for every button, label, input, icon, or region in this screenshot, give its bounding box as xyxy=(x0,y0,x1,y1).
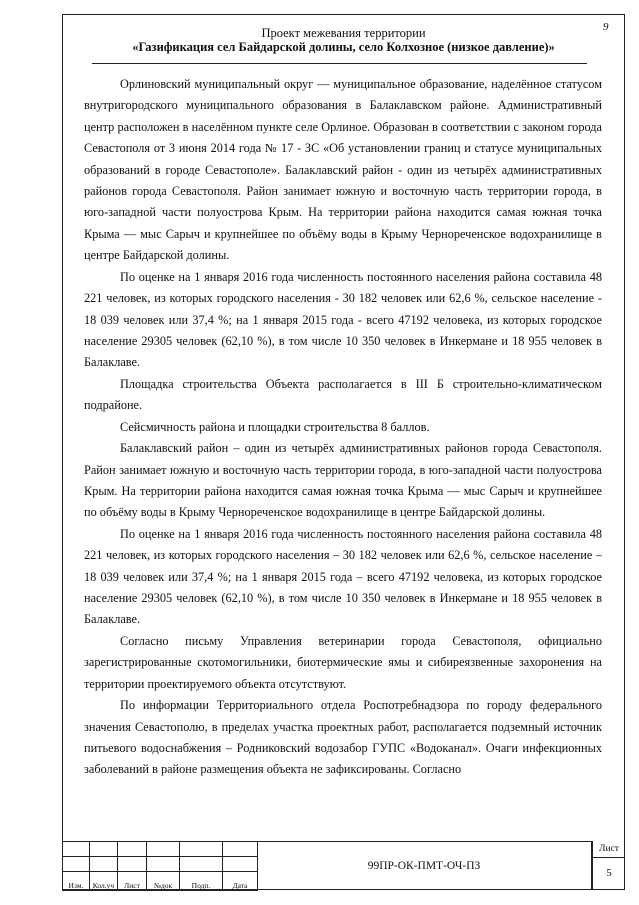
stamp-col-date: Дата xyxy=(223,872,258,891)
stamp-revision-grid xyxy=(62,841,258,891)
document-body xyxy=(84,74,602,781)
paragraph: По оценке на 1 января 2016 года численность постоянного населения района составила 48 221 человек, из которых городского населения - 30 182 человек или 62,6 %, сельское население - 18 039 человек или 37,4 %; на 1 января 2015 года - всего 47192 человека, из которых городское население 29305 человек (62,10 %), в том числе 10 350 человек в Инкермане и 18 955 человек в Балаклаве. xyxy=(84,269,602,370)
stamp-col-change: Изм. xyxy=(63,872,90,891)
stamp-col-count: Кол.уч xyxy=(90,872,118,891)
stamp-col-sheet: Лист xyxy=(118,872,147,891)
paragraph: Площадка строительства Объекта располагается в III Б строительно-климатическом подрайоне. xyxy=(84,376,602,413)
sheet-label: Лист xyxy=(593,841,625,858)
paragraph: Согласно письму Управления ветеринарии города Севастополя, официально зарегистрированные скотомогильники, биотермические ямы и сибиреязвенные захоронения на территории проектируемого объекта отсутствуют. xyxy=(84,633,602,691)
header-project-name: «Газификация сел Байдарской долины, село Колхозное (низкое давление)» xyxy=(132,40,555,54)
page-number: 9 xyxy=(603,21,609,33)
paragraph: По оценке на 1 января 2016 года численность постоянного населения района составила 48 221 человек, из которых городского населения – 30 182 человек или 62,6 %, сельское население – 18 039 человек или 37,4 %; на 1 января 2015 года – всего 47192 человека, из которых городское население 29305 человек (62,10 %), в том числе 10 350 человек в Инкермане и 18 955 человек в Балаклаве. xyxy=(84,526,602,627)
document-code: 99ПР-ОК-ПМТ-ОЧ-ПЗ xyxy=(257,841,592,890)
header-rule xyxy=(92,63,587,64)
stamp-col-signature: Подп. xyxy=(180,872,223,891)
paragraph: По информации Территориального отдела Роспотребнадзора по городу федерального значения Севастополю, в пределах участка проектных работ, располагается подземный источник питьевого водоснабжения – Родниковский водозабор ГУПС «Водоканал». Очаги инфекционных заболеваний в районе размещения объекта не зафиксированы. Согласно xyxy=(84,698,602,777)
paragraph: Сейсмичность района и площадки строительства 8 баллов. xyxy=(120,419,430,434)
sheet-box xyxy=(592,841,625,890)
sheet-number: 5 xyxy=(606,867,612,879)
header-title: Проект межевания территории xyxy=(261,26,426,40)
title-block-stamp xyxy=(62,841,625,890)
paragraph: Балаклавский район – один из четырёх административных районов города Севастополя. Район занимает южную и восточную часть территории города, в юго-западной части полуострова Крым. На территории района находится самая южная точка Крыма — мыс Сарыч и крупнейшее по объёму воды в Крыму Чернореченское водохранилище в центре Байдарской долины. xyxy=(84,441,602,520)
paragraph: Орлиновский муниципальный округ — муниципальное образование, наделённое статусом внутригородского муниципального образования в Балаклавском районе. Административный центр расположен в населённом пункте селе Орлиное. Образован в соответствии с законом города Севастополя от 3 июня 2014 года № 17 - ЗС «Об установлении границ и статусе муниципальных образований в городе Севастополе». Балаклавский район - один из четырёх административных районов города Севастополя. Район занимает южную и восточную часть территории города, в юго-западной части полуострова Крым. На территории района находится самая южная точка Крыма — мыс Сарыч и крупнейшее по объёму воды в Крыму Чернореченское водохранилище в центре Байдарской долины. xyxy=(84,77,602,263)
stamp-col-docnum: №док xyxy=(147,872,180,891)
